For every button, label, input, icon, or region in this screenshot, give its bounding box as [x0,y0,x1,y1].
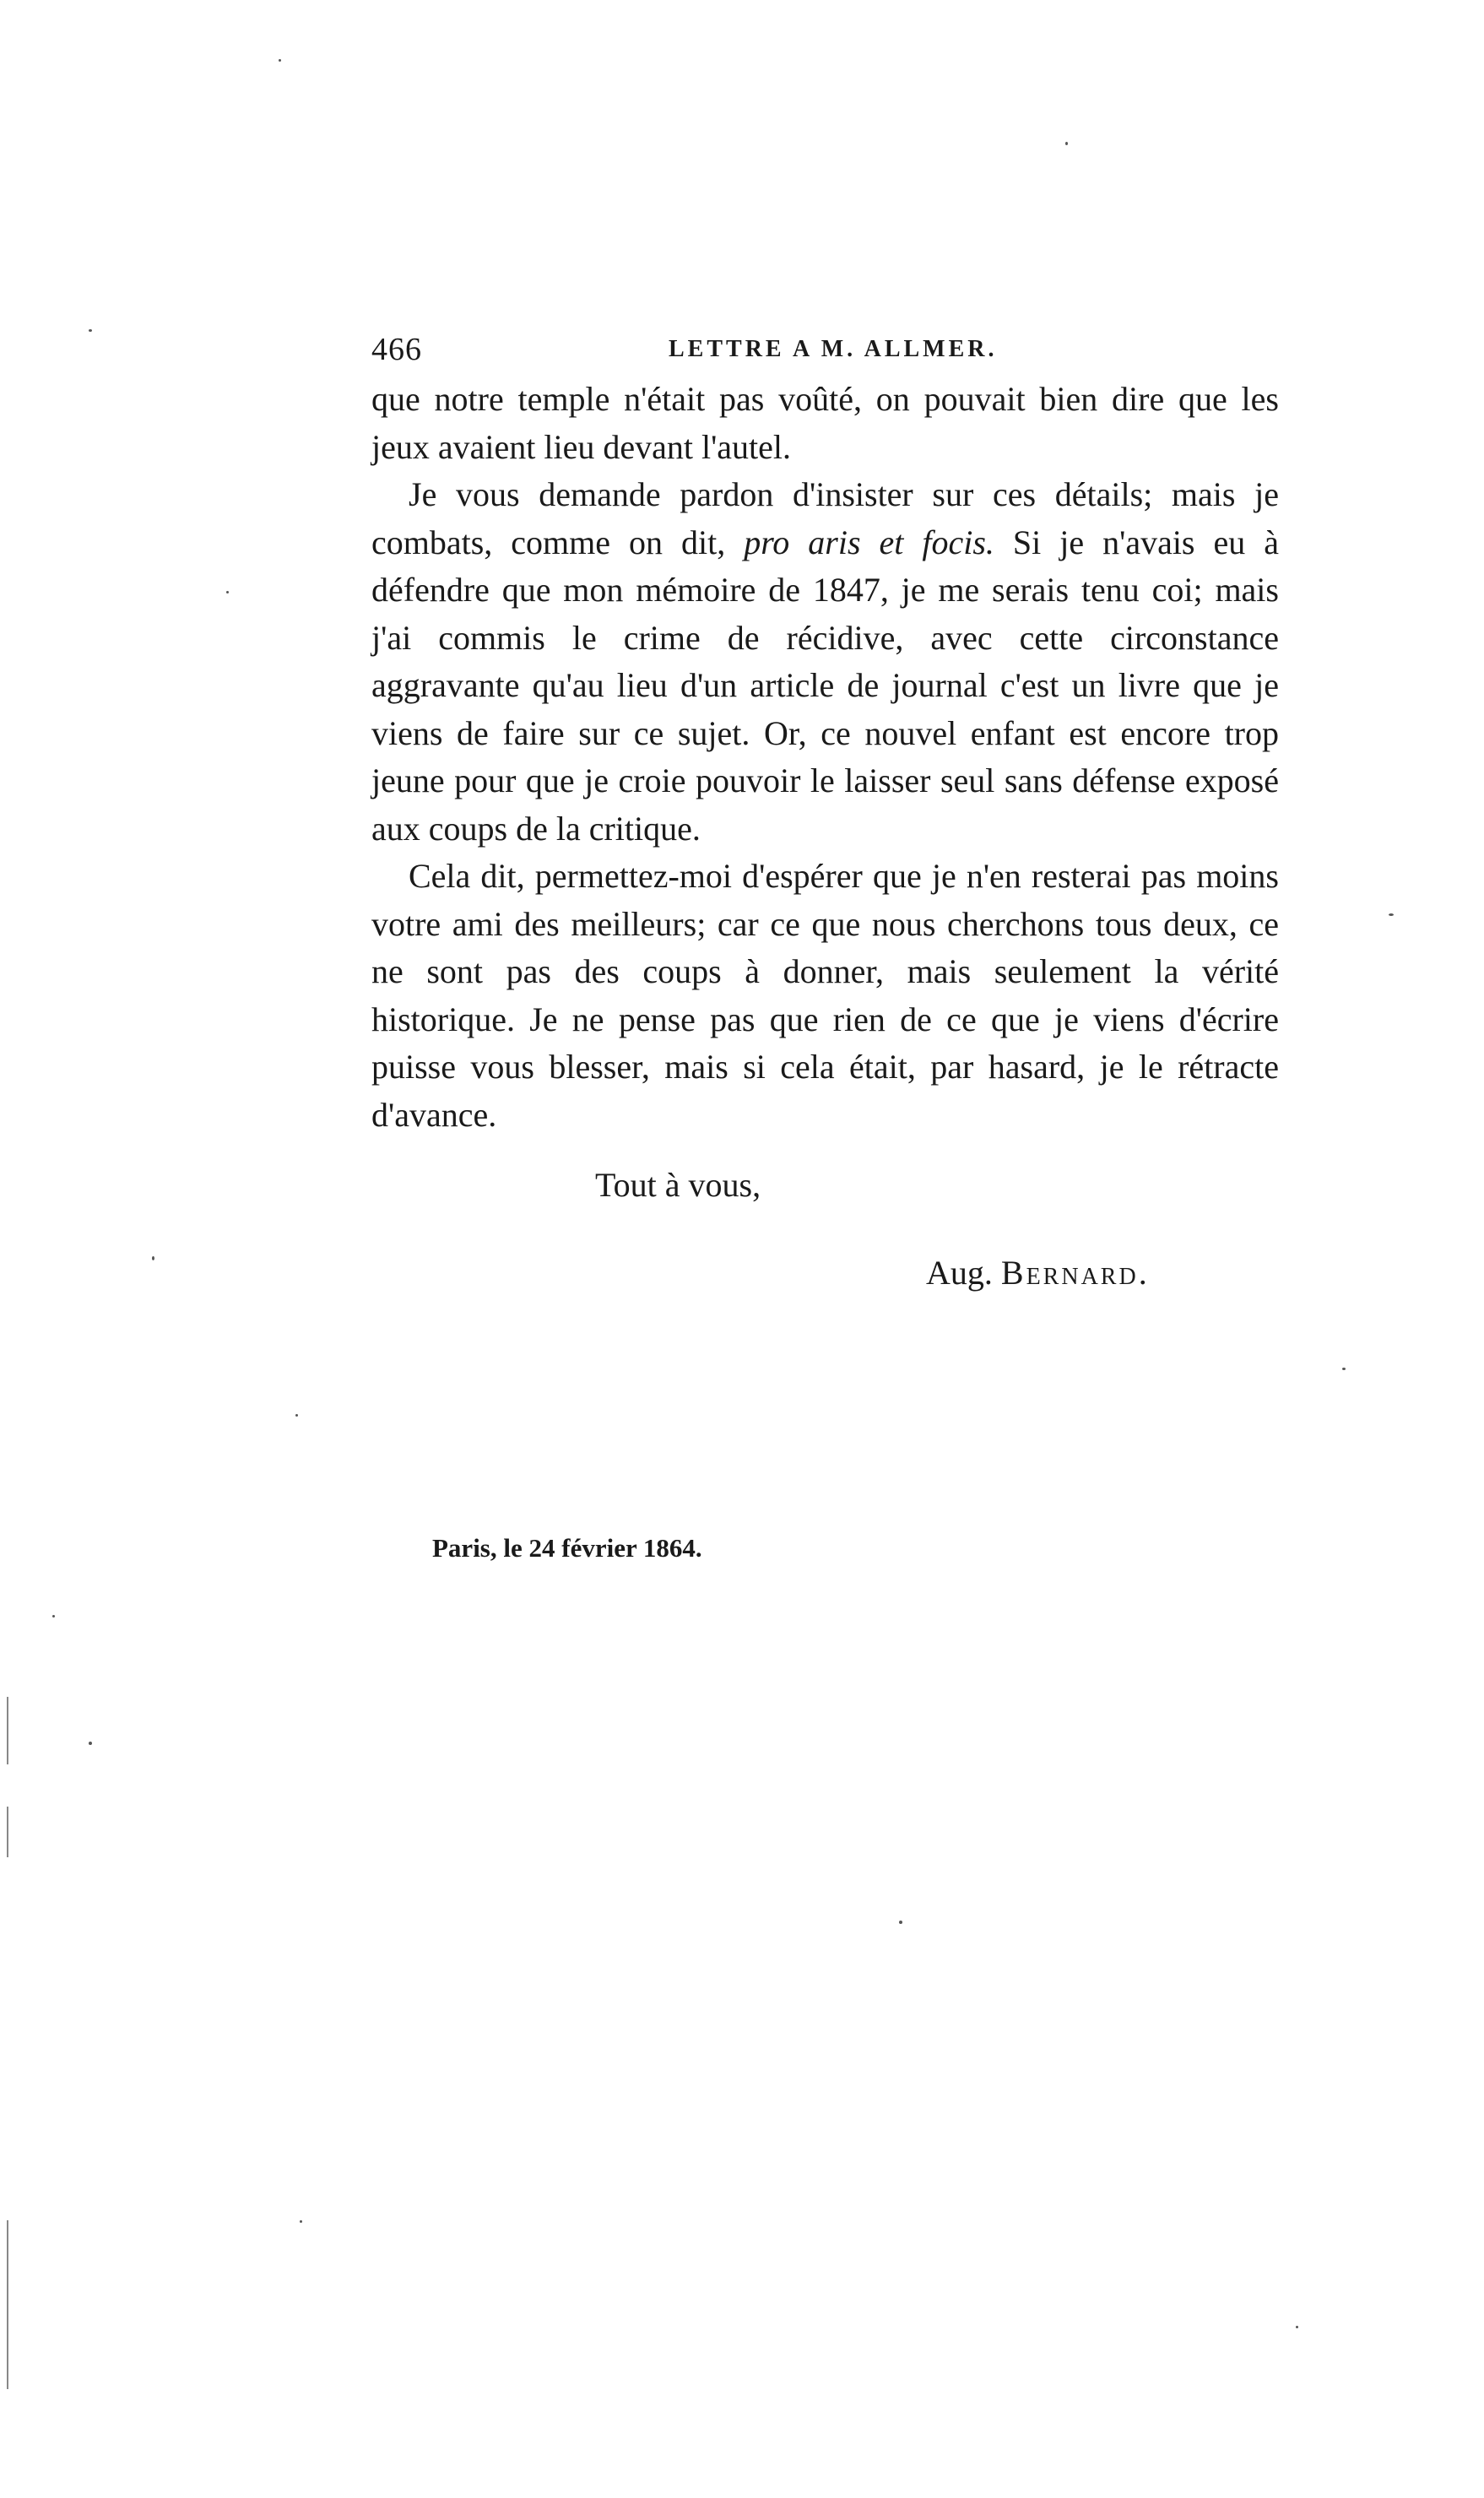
signature-last-name: Bernard. [1000,1254,1150,1292]
scan-speck [300,2220,302,2223]
page-header [371,331,1283,365]
scan-edge-line [7,2220,8,2389]
dateline: Paris, le 24 février 1864. [432,1533,702,1563]
paragraph-3: Cela dit, permettez-moi d'espérer que je n'en resterai pas moins votre ami des meilleurs; car ce que nous cherchons tous deux, ce ne sont pas des coups à donner, mais seulement la vérité historique. Je ne pense pas que rien de ce que je viens d'écrire puisse vous blesser, mais si cela était, par hasard, je le rétracte d'avance. [371,857,1279,1134]
scan-speck [1389,913,1394,916]
scan-edge-line [7,1697,8,1764]
scan-speck [226,591,229,593]
paragraph-1: que notre temple n'était pas voûté, on pouvait bien dire que les jeux avaient lieu devant l'autel. [371,380,1279,466]
scan-speck [52,1615,55,1617]
scan-speck [295,1414,298,1417]
scan-speck [899,1921,902,1924]
paragraph-2-rest: Si je n'avais eu à défendre que mon mémoire de 1847, je me serais tenu coi; mais j'ai commis le crime de récidive, avec cette circonstance aggravante qu'au lieu d'un article de journal c'est un livre que je viens de faire sur ce sujet. Or, ce nouvel enfant est encore trop jeune pour que je croie pouvoir le laisser seul sans défense exposé aux coups de la critique. [371,523,1279,848]
scan-speck [1065,142,1068,145]
scan-speck [1296,2326,1298,2328]
closing-salutation: Tout à vous, [595,1166,761,1204]
page-number: 466 [371,332,422,367]
scan-speck [89,1742,92,1745]
scan-speck [1342,1368,1346,1370]
paragraph-2 [371,471,1279,853]
letter-body [371,376,1279,1139]
running-title: LETTRE A M. ALLMER. [669,336,998,362]
signature-first-name: Aug. [926,1254,993,1292]
paragraph-2-start: Je vous demande pardon d'insister sur ces détails; mais je combats, comme on dit, [371,475,1279,561]
signature [926,1253,1150,1292]
scan-edge-line [7,1807,8,1857]
latin-phrase: pro aris et focis. [744,523,994,561]
scan-speck [152,1256,154,1260]
scan-speck [89,329,92,332]
scan-speck [279,59,281,62]
